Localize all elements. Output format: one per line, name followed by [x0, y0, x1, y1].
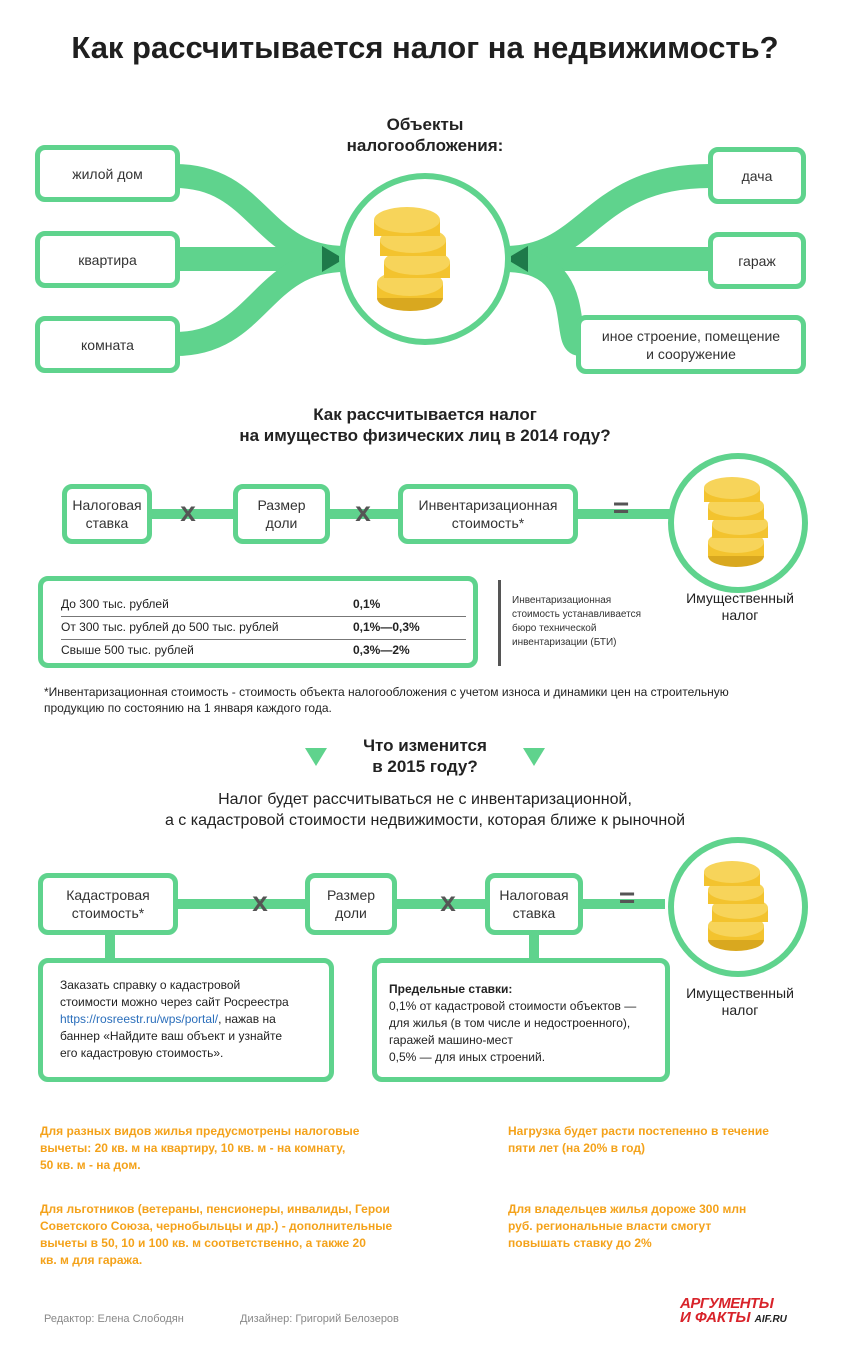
side-note-line: Инвентаризационная [512, 595, 612, 606]
object-other-building [576, 315, 806, 374]
down-arrow-icon [305, 748, 327, 766]
note-line: повышать ставку до 2% [508, 1236, 652, 1250]
y2014-factor3-line2: стоимость* [451, 515, 525, 531]
rate-value: 0,3%—2% [353, 643, 410, 657]
y2014-result-coins [666, 438, 826, 608]
y2014-factor2-line2: доли [265, 515, 298, 531]
y2014-heading-line1: Как рассчитывается налог [313, 405, 537, 424]
note-line: Советского Союза, чернобыльцы и др.) - дополнительные [40, 1219, 393, 1233]
y2014-factor1-line1: Налоговая [72, 497, 142, 513]
y2015-factor1-line1: Кадастровая [66, 887, 150, 903]
object-garage: гараж [708, 232, 806, 289]
rosreestr-link[interactable]: https://rosreestr.ru/wps/portal/ [60, 1012, 219, 1026]
y2014-factor3-line1: Инвентаризационная [418, 497, 558, 513]
note-benefits [40, 1201, 410, 1269]
logo-line1: АРГУМЕНТЫ [680, 1295, 774, 1312]
note-line: кв. м для гаража. [40, 1253, 143, 1267]
note-line: Для разных видов жилья предусмотрены налоговые [40, 1124, 360, 1138]
note-line: Нагрузка будет расти постепенно в течение [508, 1124, 769, 1138]
y2014-heading-line2: на имущество физических лиц в 2014 году? [239, 426, 611, 445]
rate-range: Свыше 500 тыс. рублей [61, 643, 194, 657]
object-house: жилой дом [35, 145, 180, 202]
y2015-factor1-line2: стоимость* [71, 905, 145, 921]
intro-line2: а с кадастровой стоимости недвижимости, которая ближе к рыночной [164, 812, 686, 829]
logo-site: AIF.RU [754, 1314, 787, 1325]
cadastre-note-line: стоимости можно через сайт Росреестра [60, 995, 289, 1009]
equals-sign: = [612, 492, 630, 523]
note-deductions [40, 1123, 410, 1174]
rates-table [38, 576, 478, 668]
y2014-factor1-line2: ставка [85, 515, 129, 531]
note-line: 50 кв. м - на дом. [40, 1158, 141, 1172]
note-line: Для льготников (ветераны, пенсионеры, инвалиды, Герои [40, 1202, 390, 1216]
footnote-line1: *Инвентаризационная стоимость - стоимость объекта налогообложения с учетом износа и динамики цен на строительную [44, 685, 729, 699]
y2014-factor-inventory-value [398, 484, 578, 544]
y2015-heading [330, 735, 520, 777]
object-apartment: квартира [35, 231, 180, 288]
objects-heading-line2: налогообложения: [346, 136, 504, 155]
note-gradual-growth [508, 1123, 808, 1157]
note-line: руб. региональные власти смогут [508, 1219, 712, 1233]
footnote [44, 684, 824, 716]
y2014-result-label [670, 590, 810, 624]
y2015-factor-cadastral-value [38, 873, 178, 935]
equals-sign: = [618, 882, 636, 913]
cadastre-note-line: , нажав на [218, 1012, 276, 1026]
y2015-factor-share [305, 873, 397, 935]
multiply-sign: x [180, 496, 196, 527]
limit-rates-heading: Предельные ставки: [389, 982, 513, 996]
cadastre-note-line: его кадастровую стоимость». [60, 1046, 224, 1060]
rate-row [61, 639, 466, 661]
y2015-result-label [670, 985, 810, 1019]
cadastre-note-line: баннер «Найдите ваш объект и узнайте [60, 1029, 282, 1043]
rate-range: До 300 тыс. рублей [61, 597, 169, 611]
multiply-sign: x [252, 886, 268, 917]
y2014-factor2-line1: Размер [257, 497, 306, 513]
coin-stack-icon [704, 861, 768, 951]
object-other-line1: иное строение, помещение [601, 327, 781, 344]
aif-logo [680, 1297, 805, 1327]
y2014-heading [180, 404, 670, 446]
cadastre-note [38, 958, 334, 1082]
y2015-intro [100, 789, 750, 831]
limit-rates-line: гаражей машино-мест [389, 1033, 513, 1047]
result-line2: налог [721, 607, 759, 623]
rate-value: 0,1%—0,3% [353, 620, 420, 634]
result-line2: налог [721, 1002, 759, 1018]
side-note [512, 594, 672, 650]
limit-rates-line: 0,1% от кадастровой стоимости объектов — [389, 999, 637, 1013]
limit-rates-line: для жилья (в том числе и недостроенного), [389, 1016, 631, 1030]
y2015-heading-line2: в 2015 году? [372, 757, 478, 776]
side-note-line: стоимость устанавливается [512, 609, 641, 620]
object-room: комната [35, 316, 180, 373]
cadastre-note-line: Заказать справку о кадастровой [60, 978, 241, 992]
logo-line2: И ФАКТЫ [680, 1309, 751, 1326]
rate-value: 0,1% [353, 597, 381, 611]
coin-stack-icon [704, 477, 768, 567]
result-line1: Имущественный [686, 590, 794, 606]
editor-credit: Редактор: Елена Слободян [44, 1313, 184, 1325]
designer-credit: Дизайнер: Григорий Белозеров [240, 1313, 399, 1325]
y2015-result-coins [666, 822, 826, 992]
multiply-sign: x [355, 496, 371, 527]
object-dacha: дача [708, 147, 806, 204]
y2015-factor2-line1: Размер [326, 887, 376, 903]
intro-line1: Налог будет рассчитываться не с инвентаризационной, [218, 791, 632, 808]
side-note-bar [498, 580, 501, 666]
limit-rates-note [372, 958, 670, 1082]
down-arrow-icon [523, 748, 545, 766]
result-line1: Имущественный [686, 985, 794, 1001]
coin-stack-icon [374, 207, 450, 311]
y2015-factor2-line2: доли [335, 905, 367, 921]
rate-row [61, 616, 466, 638]
note-line: вычеты в 50, 10 и 100 кв. м соответственно, а также 20 [40, 1236, 366, 1250]
side-note-line: бюро технической [512, 623, 597, 634]
note-regional-rate [508, 1201, 808, 1252]
objects-heading-line1: Объекты [386, 115, 464, 134]
note-line: вычеты: 20 кв. м на квартиру, 10 кв. м - на комнату, [40, 1141, 346, 1155]
rate-range: От 300 тыс. рублей до 500 тыс. рублей [61, 620, 279, 634]
rate-row [61, 593, 466, 615]
note-line: Для владельцев жилья дороже 300 млн [508, 1202, 747, 1216]
page-title: Как рассчитывается налог на недвижимость? [71, 30, 779, 65]
y2014-factor-share [233, 484, 330, 544]
limit-rates-line: 0,5% — для иных строений. [389, 1050, 546, 1064]
y2015-factor3-line1: Налоговая [499, 887, 569, 903]
side-note-line: инвентаризации (БТИ) [512, 637, 617, 648]
multiply-sign: x [440, 886, 456, 917]
y2015-heading-line1: Что изменится [363, 736, 487, 755]
object-other-line2: и сооружение [646, 345, 736, 362]
y2015-factor-tax-rate [485, 873, 583, 935]
y2015-factor3-line2: ставка [512, 905, 556, 921]
y2014-factor-tax-rate [62, 484, 152, 544]
note-line: пяти лет (на 20% в год) [508, 1141, 645, 1155]
footnote-line2: продукцию по состоянию на 1 января каждого года. [44, 701, 332, 715]
